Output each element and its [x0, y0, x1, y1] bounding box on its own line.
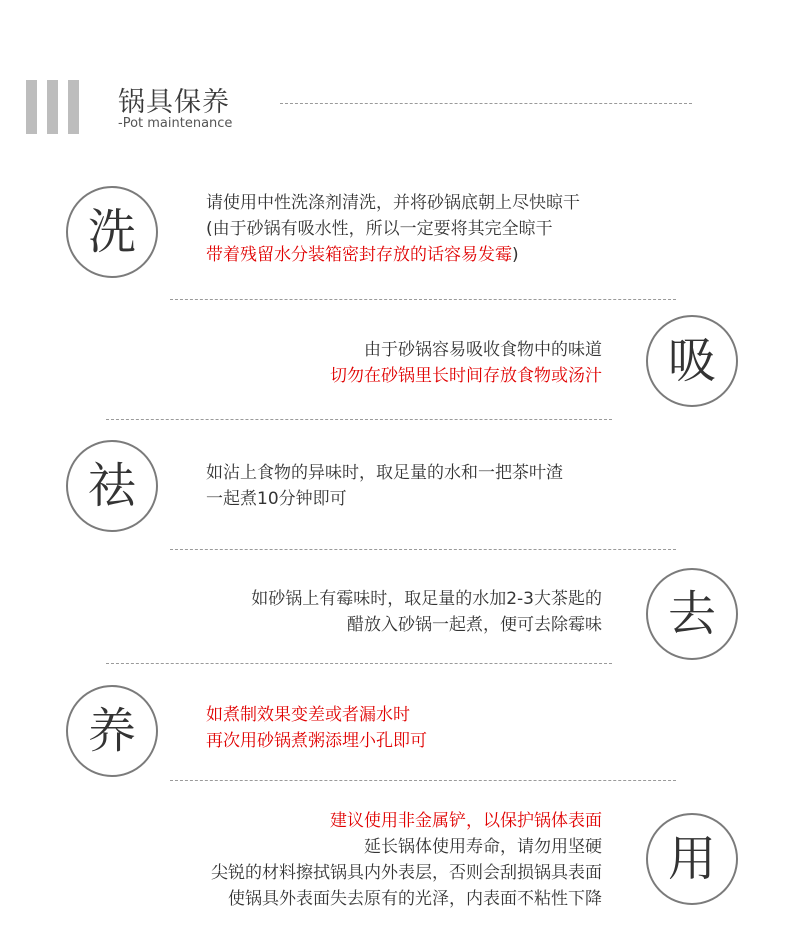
header-divider	[280, 103, 692, 104]
deodorize-circle-icon: 祛	[66, 440, 158, 532]
usage-circle-icon: 用	[646, 813, 738, 905]
section-divider	[106, 419, 612, 420]
absorb-circle-icon: 吸	[646, 315, 738, 407]
warning-text: 建议使用非金属铲，以保护锅体表面	[330, 811, 602, 831]
header-bar	[26, 80, 37, 134]
remove-text	[251, 586, 602, 638]
warning-text: 切勿在砂锅里长时间存放食物或汤汁	[330, 366, 602, 386]
remove-circle-icon: 去	[646, 568, 738, 660]
wash-text	[206, 190, 580, 268]
text-line	[206, 242, 580, 268]
absorb-text	[330, 337, 602, 389]
header-bar	[68, 80, 79, 134]
text-line: 使锅具外表面失去原有的光泽，内表面不粘性下降	[228, 889, 602, 909]
usage-text	[211, 808, 602, 912]
page-subtitle: -Pot maintenance	[118, 116, 233, 131]
section-divider	[170, 299, 676, 300]
warning-text: 带着残留水分装箱密封存放的话容易发霉	[206, 245, 512, 265]
text-line: 如沾上食物的异味时，取足量的水和一把茶叶渣	[206, 463, 563, 483]
deodorize-text	[206, 460, 563, 512]
wash-circle-icon: 洗	[66, 186, 158, 278]
section-divider	[170, 549, 676, 550]
section-divider	[106, 663, 612, 664]
text-line: 一起煮10分钟即可	[206, 489, 347, 509]
text-line: 请使用中性洗涤剂清洗，并将砂锅底朝上尽快晾干	[206, 193, 580, 213]
nourish-circle-icon: 养	[66, 685, 158, 777]
header-bar	[47, 80, 58, 134]
section-divider	[170, 780, 676, 781]
nourish-text	[206, 702, 427, 754]
text-line: (由于砂锅有吸水性，所以一定要将其完全晾干	[206, 219, 553, 239]
text-line: 如砂锅上有霉味时，取足量的水加2-3大茶匙的	[251, 589, 602, 609]
text-line: 醋放入砂锅一起煮，便可去除霉味	[347, 615, 602, 635]
text-line: 由于砂锅容易吸收食物中的味道	[364, 340, 602, 360]
warning-text: 再次用砂锅煮粥添埋小孔即可	[206, 731, 427, 751]
warning-text: 如煮制效果变差或者漏水时	[206, 705, 410, 725]
text-line: 尖锐的材料擦拭锅具内外表层，否则会刮损锅具表面	[211, 863, 602, 883]
text-fragment: )	[512, 245, 519, 265]
page-title: 锅具保养	[118, 87, 230, 118]
text-line: 延长锅体使用寿命，请勿用坚硬	[364, 837, 602, 857]
